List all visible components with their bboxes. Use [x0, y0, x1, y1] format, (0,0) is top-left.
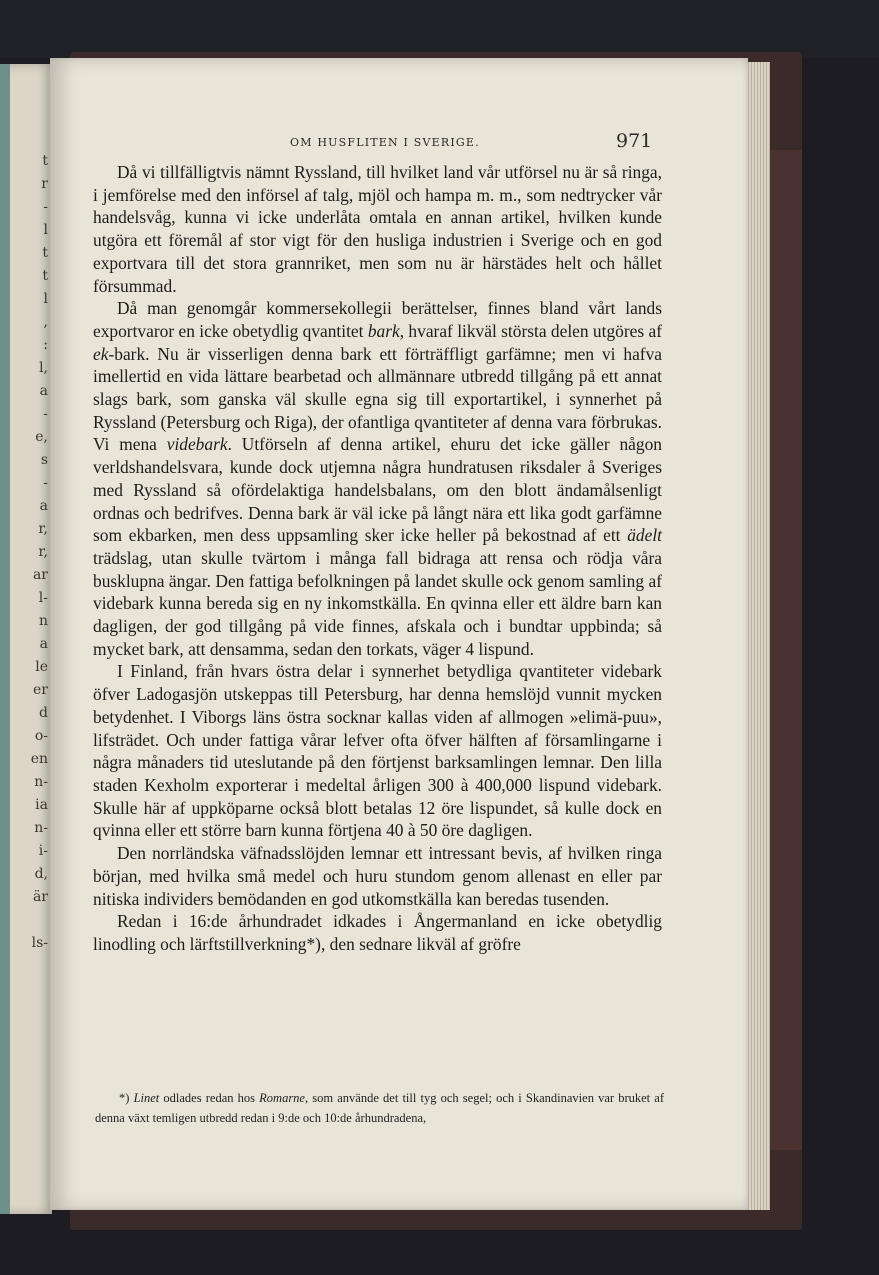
text-run: , hvaraf likväl största delen utgöres af	[399, 320, 662, 341]
body-text	[93, 161, 662, 956]
text-run: , som använde det till tyg och segel; och i Skandinavien var bruket af denna växt temligen utbredd redan i 9:de och 10:de århundradena,	[95, 1091, 664, 1125]
background-top	[0, 0, 879, 58]
margin-fragment: t	[42, 245, 48, 261]
paragraph-p5	[93, 910, 662, 955]
margin-fragment: är	[32, 889, 48, 905]
running-head: OM HUSFLITEN I SVERIGE.	[290, 136, 480, 149]
italic-text: bark	[367, 320, 400, 341]
text-run: . Utförseln af denna artikel, ehuru det icke gäller någon verldshandelsvara, kunde dock utjemna några hundratusen riksdaler å Sveriges med Ryssland så ofördelaktiga handelsbalans, om den blott ändamålsenligt ordnas och bedrifves. Denna bark är väl icke på långt nära ett lika godt garfämne som ekbarken, men dess uppsamling sker icke heller på bekostnad af ett	[93, 434, 662, 546]
margin-fragment: en	[30, 751, 48, 767]
margin-fragment: ls-	[31, 935, 48, 951]
margin-fragment: er	[33, 682, 48, 698]
text-run: Då man genomgår kommersekollegii berättelser, finnes bland vårt lands exportvaror en icke obetydlig qvantitet	[93, 298, 662, 341]
margin-fragment: d,	[34, 866, 48, 882]
margin-fragment: :	[43, 337, 48, 353]
italic-text: ädelt	[627, 525, 662, 546]
margin-fragment: n	[38, 613, 48, 629]
page-header	[50, 130, 748, 160]
margin-fragment: a	[39, 383, 48, 399]
margin-fragment: t	[42, 268, 48, 284]
text-run: Då vi tillfälligtvis nämnt Ryssland, till hvilket land vår utförsel nu är så ringa, i jemförelse med den införsel af talg, mjöl och hampa m. m., som nedtrycker vår handelsvåg, kunna vi icke underlåta omtala en annan artikel, hvilken kunde utgöra ett föremål af stor vigt för den husliga industrien i Sverige och en god exportvara till det stora grannriket, men som nu är härstädes helt och hållet försummad.	[93, 162, 662, 296]
margin-fragment: r,	[38, 521, 48, 537]
footnote	[95, 1088, 664, 1128]
paragraph-p4	[93, 842, 662, 910]
margin-fragment: ar	[32, 567, 48, 583]
book-page	[50, 58, 748, 1210]
text-run: I Finland, från hvars östra delar i synnerhet betydliga qvantiteter videbark öfver Ladogasjön utskeppas till Petersburg, har denna hemslöjd vunnit mycken betydenhet. I Viborgs läns östra socknar kallas viden af allmogen »elimä-puu», lifsträdet. Och under fattiga vårar lefver ofta öfver hälften af församlingarne i några månaders tid uteslutande på den förtjenst barksamlingen lemnar. Den lilla staden Kexholm exporterar i medeltal årligen 300 à 400,000 lispund videbark. Skulle här af uppköparne också blott betalas 12 öre lispundet, så kulle dock en qvinna eller ett större barn kunna förtjena 40 à 50 öre dagligen.	[93, 661, 662, 841]
margin-fragment: a	[39, 636, 48, 652]
margin-fragment: o-	[34, 728, 48, 744]
italic-text: Romarne	[259, 1091, 305, 1105]
italic-text: ek	[93, 343, 109, 364]
margin-fragment: a	[39, 498, 48, 514]
margin-fragment: i-	[38, 843, 48, 859]
margin-fragment: l	[43, 222, 48, 238]
margin-fragment: d	[39, 705, 48, 721]
margin-fragment: n-	[34, 820, 48, 836]
margin-fragment: l	[43, 291, 48, 307]
margin-fragment: ia	[35, 797, 48, 813]
paragraph-p1	[93, 161, 662, 297]
margin-fragment: ,	[43, 314, 48, 330]
book-cover-edge	[768, 150, 802, 1150]
left-page-text-fragments	[2, 150, 48, 1150]
page-number: 971	[616, 130, 653, 152]
text-run: trädslag, utan skulle tvärtom i många fall bidraga att rensa och rödja våra busklupna ängar. Den fattiga befolkningen på landet skulle ock genom samling af videbark kunna bereda sig en ny inkomstkälla. En qvinna eller ett äldre barn kan dagligen, der god tillgång på vide finnes, afskala och i bundtar uppbinda; så mycket bark, att densamma, sedan den torkats, väger 4 lispund.	[93, 547, 662, 659]
margin-fragment	[2, 909, 48, 932]
margin-fragment: le	[35, 659, 48, 675]
text-run: odlades redan hos	[159, 1091, 260, 1105]
margin-fragment: r,	[38, 544, 48, 560]
margin-fragment: -	[43, 406, 48, 422]
italic-text: Linet	[133, 1091, 160, 1105]
margin-fragment: -	[43, 199, 48, 215]
text-run: Den norrländska väfnadsslöjden lemnar ett intressant bevis, af hvilken ringa början, med hvilka små medel och huru stundom genom allenast en eller par nitiska individers bemödanden en god utkomstkälla kan beredas tusenden.	[93, 843, 662, 909]
margin-fragment: l,	[39, 360, 48, 376]
text-run: -bark. Nu är visserligen denna bark ett förträffligt garfämne; men vi hafva imellertid en vida lättare bearbetad och allmännare utbredd tillgång på ett annat slags bark, som ganska väl skulle egna sig till exportartikel, i synnerhet på Ryssland (Petersburg och Riga), der ofantliga qvantiteter af denna vara förbrukas. Vi mena	[93, 343, 662, 455]
margin-fragment: n-	[34, 774, 48, 790]
text-run: Redan i 16:de århundradet idkades i Ångermanland en icke obetydlig linodling och lärftstillverkning*), den sednare likväl af gröfre	[93, 911, 662, 954]
margin-fragment: -	[43, 475, 48, 491]
margin-fragment: e,	[35, 429, 48, 445]
margin-fragment: l-	[38, 590, 48, 606]
paragraph-p2	[93, 297, 662, 660]
paragraph-p3	[93, 660, 662, 842]
margin-fragment: t	[42, 153, 48, 169]
margin-fragment: s	[40, 452, 48, 468]
margin-fragment: r	[41, 176, 48, 192]
italic-text: videbark	[166, 434, 228, 455]
text-run: *)	[119, 1091, 134, 1105]
